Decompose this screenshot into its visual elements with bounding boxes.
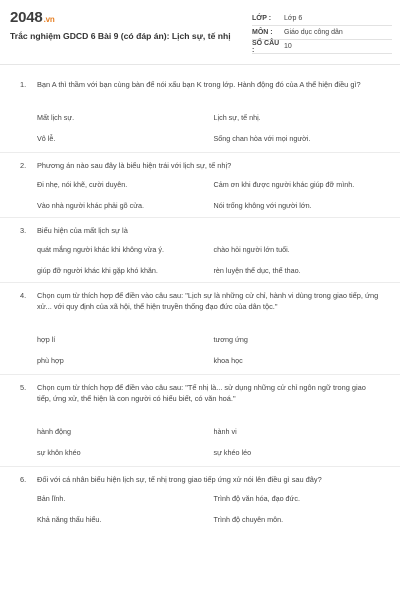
option-b[interactable]: hành vi xyxy=(213,427,237,436)
header xyxy=(0,0,400,65)
question-text xyxy=(0,160,400,171)
option-b[interactable]: tương ứng xyxy=(213,335,248,344)
option-a[interactable]: quát mắng người khác khi không vừa ý. xyxy=(37,245,165,254)
option-d[interactable]: Trình độ chuyên môn. xyxy=(213,515,284,524)
question-list xyxy=(0,72,400,531)
options xyxy=(0,180,400,211)
quiz-meta xyxy=(252,12,392,54)
question-body: Chọn cụm từ thích hợp để điền vào câu sau: "Lịch sự là những cử chỉ, hành vi dùng trong giao tiếp, ứng xử... với quy định của xã hội, thể hiện truyền thống đạo đức của dân tộc." xyxy=(37,291,379,311)
question-text xyxy=(0,290,400,312)
meta-row-grade xyxy=(252,12,392,26)
options xyxy=(0,494,400,525)
meta-value: Lớp 6 xyxy=(284,15,303,22)
options xyxy=(0,335,400,366)
option-c[interactable]: Khả năng thấu hiểu. xyxy=(37,515,102,524)
option-a[interactable]: Bản lĩnh. xyxy=(37,494,66,503)
question-number: 4. xyxy=(20,291,27,300)
options xyxy=(0,245,400,276)
option-b[interactable]: Cảm ơn khi được người khác giúp đỡ mình. xyxy=(213,180,355,189)
question-item xyxy=(0,467,400,531)
option-c[interactable]: Vô lễ. xyxy=(37,134,56,143)
question-number: 5. xyxy=(20,383,27,392)
meta-key: MÔN : xyxy=(252,29,273,36)
option-c[interactable]: Vào nhà người khác phải gõ cửa. xyxy=(37,201,145,210)
question-body: Bạn A thì thầm với bạn cùng bàn để nói xấu bạn K trong lớp. Hành động đó của A thể hiện điều gì? xyxy=(37,80,361,89)
meta-row-count xyxy=(252,40,392,54)
question-text xyxy=(0,382,400,404)
option-d[interactable]: Sống chan hòa với mọi người. xyxy=(213,134,311,143)
question-item xyxy=(0,153,400,218)
question-number: 2. xyxy=(20,161,27,170)
option-b[interactable]: chào hỏi người lớn tuổi. xyxy=(213,245,290,254)
option-d[interactable]: sự khéo léo xyxy=(213,448,252,457)
option-a[interactable]: Mất lịch sự. xyxy=(37,113,75,122)
site-logo[interactable] xyxy=(10,9,55,26)
question-item xyxy=(0,218,400,283)
question-item xyxy=(0,375,400,467)
options xyxy=(0,113,400,144)
question-number: 6. xyxy=(20,475,27,484)
option-d[interactable]: rèn luyện thể dục, thể thao. xyxy=(213,266,301,275)
meta-row-subject xyxy=(252,26,392,40)
question-body: Biểu hiện của mất lịch sự là xyxy=(37,226,128,235)
option-c[interactable]: sự khôn khéo xyxy=(37,448,81,457)
option-d[interactable]: Nói trống không với người lớn. xyxy=(213,201,312,210)
question-text xyxy=(0,79,400,90)
question-number: 1. xyxy=(20,80,27,89)
meta-key: LỚP : xyxy=(252,15,272,22)
question-text xyxy=(0,474,400,485)
option-a[interactable]: hợp lí xyxy=(37,335,56,344)
option-b[interactable]: Lịch sự, tế nhị. xyxy=(213,113,261,122)
question-text xyxy=(0,225,400,236)
question-body: Phương án nào sau đây là biểu hiện trái với lịch sự, tế nhị? xyxy=(37,161,232,170)
logo-text: 2048 xyxy=(10,9,43,26)
question-body: Chọn cụm từ thích hợp để điền vào câu sau: "Tế nhị là... sử dụng những cử chỉ ngôn ngữ trong giao tiếp, ứng xử, thể hiện là con người có hiểu biết, có văn hoá." xyxy=(37,383,366,403)
option-c[interactable]: giúp đỡ người khác khi gặp khó khăn. xyxy=(37,266,158,275)
option-d[interactable]: khoa học xyxy=(213,356,243,365)
meta-key: SỐ CÂU : xyxy=(252,39,280,54)
question-number: 3. xyxy=(20,226,27,235)
option-c[interactable]: phù hợp xyxy=(37,356,64,365)
option-a[interactable]: Đi nhẹ, nói khẽ, cười duyên. xyxy=(37,180,128,189)
question-item xyxy=(0,283,400,375)
question-item xyxy=(0,72,400,153)
option-b[interactable]: Trình độ văn hóa, đạo đức. xyxy=(213,494,300,503)
logo-suffix: .vn xyxy=(43,15,55,24)
meta-value: Giáo dục công dân xyxy=(284,29,343,36)
meta-value: 10 xyxy=(284,43,292,50)
option-a[interactable]: hành động xyxy=(37,427,71,436)
options xyxy=(0,427,400,458)
page-title: Trắc nghiệm GDCD 6 Bài 9 (có đáp án): Lịch sự, tế nhị xyxy=(10,31,231,41)
question-body: Đối với cá nhân biểu hiện lịch sự, tế nhị trong giao tiếp ứng xử nói lên điều gì sau đây? xyxy=(37,475,322,484)
